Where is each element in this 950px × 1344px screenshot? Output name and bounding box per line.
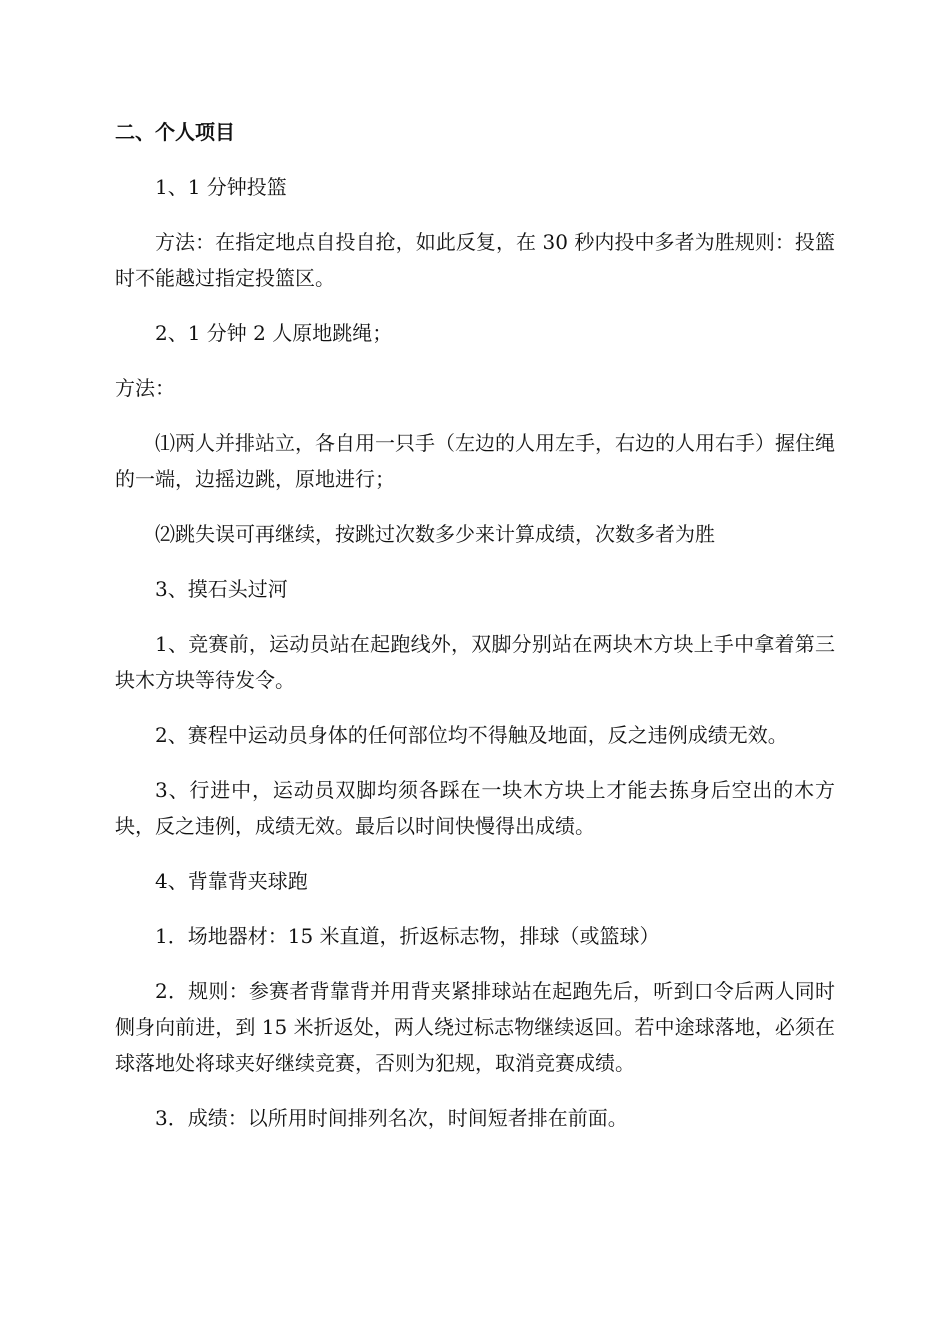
paragraph-river-rule-1: 1、竞赛前，运动员站在起跑线外，双脚分别站在两块木方块上手中拿着第三块木方块等待发令。 [115, 632, 835, 692]
item-title-river: 3、摸石头过河 [155, 577, 288, 601]
paragraph-ball-run-rules: 2．规则：参赛者背靠背并用背夹紧排球站在起跑先后，听到口令后两人同时侧身向前进，到 15 米折返处，两人绕过标志物继续返回。若中途球落地，必须在球落地处将球夹好继续竞赛，否则为犯规，取消竞赛成绩。 [115, 979, 835, 1075]
paragraph-ball-run-score: 3．成绩：以所用时间排列名次，时间短者排在前面。 [155, 1106, 628, 1130]
paragraph-ball-run-equipment: 1．场地器材：15 米直道，折返标志物，排球（或篮球） [155, 924, 660, 948]
paragraph-basketball-method: 方法：在指定地点自投自抢，如此反复，在 30 秒内投中多者为胜规则：投篮时不能越过指定投篮区。 [115, 230, 835, 290]
item-title-basketball: 1、1 分钟投篮 [155, 175, 287, 199]
paragraph-rope-method-label: 方法： [115, 376, 175, 400]
paragraph-river-rule-2: 2、赛程中运动员身体的任何部位均不得触及地面，反之违例成绩无效。 [155, 723, 788, 747]
section-heading: 二、个人项目 [115, 120, 235, 144]
paragraph-rope-rule-1: ⑴两人并排站立，各自用一只手（左边的人用左手，右边的人用右手）握住绳的一端，边摇边跳，原地进行； [115, 431, 835, 491]
item-title-ball-run: 4、背靠背夹球跑 [155, 869, 308, 893]
paragraph-river-rule-3: 3、行进中，运动员双脚均须各踩在一块木方块上才能去拣身后空出的木方块，反之违例，成绩无效。最后以时间快慢得出成绩。 [115, 778, 835, 838]
paragraph-rope-rule-2: ⑵跳失误可再继续，按跳过次数多少来计算成绩，次数多者为胜 [155, 522, 715, 546]
document-body [115, 114, 835, 1155]
item-title-rope: 2、1 分钟 2 人原地跳绳； [155, 321, 393, 345]
